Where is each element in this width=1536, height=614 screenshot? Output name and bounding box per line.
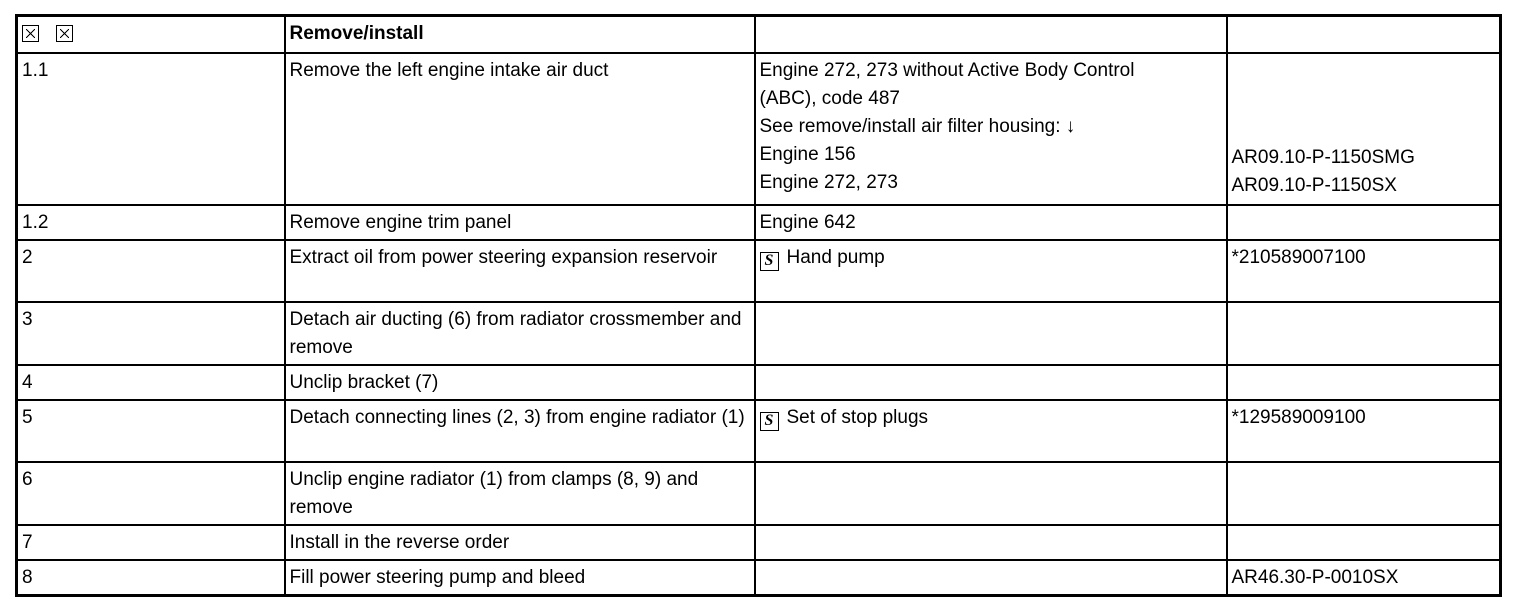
step-refs	[1227, 365, 1501, 400]
step-action: Remove engine trim panel	[285, 205, 755, 240]
step-tool	[755, 240, 1227, 302]
step-notes: Engine 642	[755, 205, 1227, 240]
step-number: 8	[17, 560, 285, 596]
step-refs	[1227, 525, 1501, 560]
table-row	[17, 462, 1501, 525]
step-action: Unclip bracket (7)	[285, 365, 755, 400]
table-row	[17, 302, 1501, 365]
step-tool	[755, 365, 1227, 400]
table-row	[17, 525, 1501, 560]
table-row	[17, 205, 1501, 240]
step-refs	[1227, 462, 1501, 525]
step-tool	[755, 302, 1227, 365]
expand-all-icon[interactable]	[22, 25, 39, 42]
step-refs	[1227, 302, 1501, 365]
step-refs[interactable]: *210589007100	[1227, 240, 1501, 302]
header-row	[17, 16, 1501, 53]
step-refs[interactable]: *129589009100	[1227, 400, 1501, 462]
step-number: 6	[17, 462, 285, 525]
step-number: 1.1	[17, 53, 285, 205]
step-tool	[755, 400, 1227, 462]
header-icons-cell	[17, 16, 285, 53]
header-title: Remove/install	[285, 16, 755, 53]
header-empty-cell	[755, 16, 1227, 53]
step-number: 3	[17, 302, 285, 365]
ref-link[interactable]: AR09.10-P-1150SMG	[1231, 146, 1415, 168]
step-number: 1.2	[17, 205, 285, 240]
tool-label[interactable]: Set of stop plugs	[786, 406, 929, 428]
table-row	[17, 400, 1501, 462]
note-line: Engine 156	[759, 143, 856, 165]
special-tool-icon[interactable]: S	[760, 412, 779, 431]
step-action: Remove the left engine intake air duct	[285, 53, 755, 205]
step-action: Unclip engine radiator (1) from clamps (8, 9) and remove	[285, 462, 755, 525]
note-link[interactable]: See remove/install air filter housing: ↓	[759, 115, 1076, 137]
step-refs[interactable]: AR46.30-P-0010SX	[1227, 560, 1501, 596]
table-row	[17, 365, 1501, 400]
collapse-all-icon[interactable]	[56, 25, 73, 42]
note-line: (ABC), code 487	[759, 87, 900, 109]
header-empty-cell	[1227, 16, 1501, 53]
step-action: Extract oil from power steering expansion reservoir	[285, 240, 755, 302]
step-action: Install in the reverse order	[285, 525, 755, 560]
step-action: Detach air ducting (6) from radiator crossmember and remove	[285, 302, 755, 365]
note-line: Engine 272, 273 without Active Body Control	[759, 59, 1135, 81]
step-action: Fill power steering pump and bleed	[285, 560, 755, 596]
table-row	[17, 240, 1501, 302]
ref-link[interactable]: AR09.10-P-1150SX	[1231, 174, 1397, 196]
step-number: 2	[17, 240, 285, 302]
table-row	[17, 560, 1501, 596]
step-refs	[1227, 53, 1501, 205]
table-row	[17, 53, 1501, 205]
step-number: 7	[17, 525, 285, 560]
step-tool	[755, 525, 1227, 560]
note-line: Engine 272, 273	[759, 171, 898, 193]
step-refs	[1227, 205, 1501, 240]
step-notes	[755, 53, 1227, 205]
special-tool-icon[interactable]: S	[760, 252, 779, 271]
step-number: 4	[17, 365, 285, 400]
step-number: 5	[17, 400, 285, 462]
procedure-table	[15, 14, 1502, 597]
step-tool	[755, 560, 1227, 596]
step-action: Detach connecting lines (2, 3) from engine radiator (1)	[285, 400, 755, 462]
step-tool	[755, 462, 1227, 525]
tool-label[interactable]: Hand pump	[786, 246, 885, 268]
